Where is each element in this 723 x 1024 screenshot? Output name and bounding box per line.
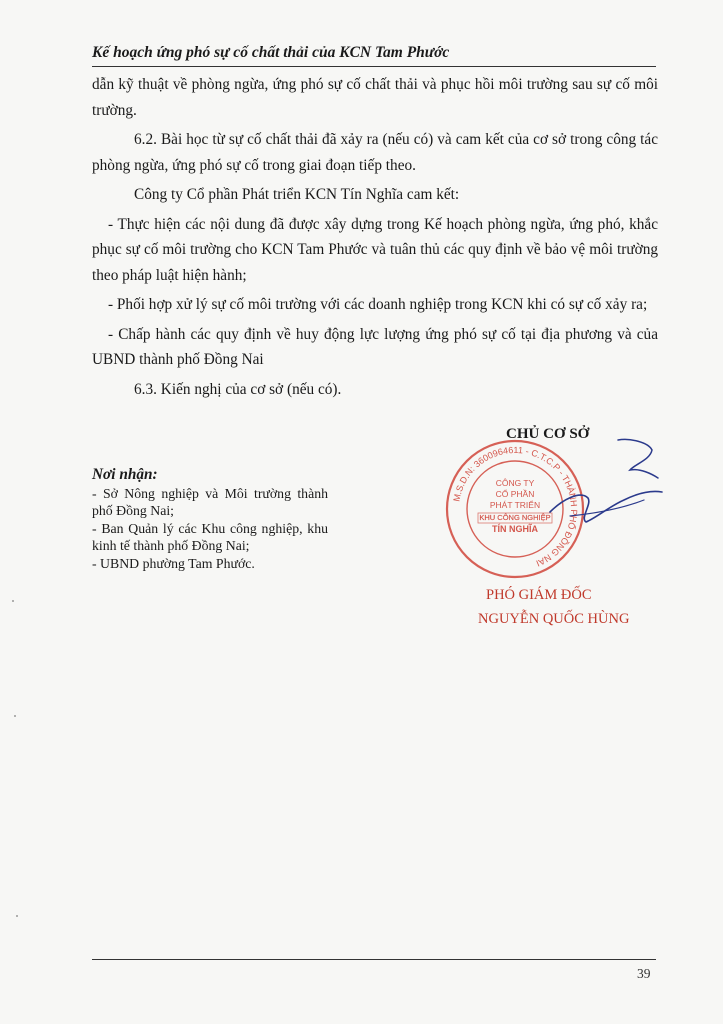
svg-text:KHU CÔNG NGHIỆP: KHU CÔNG NGHIỆP <box>479 513 551 522</box>
scan-speck <box>14 715 16 717</box>
section-6-2: 6.2. Bài học từ sự cố chất thải đã xảy ra (nếu có) và cam kết của cơ sở trong công tác phòng ngừa, ứng phó sự cố trong giai đoạn tiếp theo. <box>92 131 658 174</box>
svg-text:PHÁT TRIỂN: PHÁT TRIỂN <box>489 500 541 510</box>
recipients-block <box>92 466 328 572</box>
recipient-item: - Ban Quản lý các Khu công nghiệp, khu kinh tế thành phố Đồng Nai; <box>92 520 328 553</box>
svg-text:CỔ PHẦN: CỔ PHẦN <box>495 489 535 499</box>
signer-name: NGUYỄN QUỐC HÙNG <box>478 611 630 627</box>
recipient-item: - Sở Nông nghiệp và Môi trường thành phố Đồng Nai; <box>92 485 328 518</box>
paragraph-continuation: dẫn kỹ thuật về phòng ngừa, ứng phó sự cố chất thải và phục hồi môi trường sau sự cố môi trường. <box>92 76 658 119</box>
commitment-intro: Công ty Cổ phần Phát triển KCN Tín Nghĩa cam kết: <box>134 186 460 203</box>
page-number: 39 <box>637 966 651 981</box>
scan-speck <box>16 915 18 917</box>
section-6-3: 6.3. Kiến nghị của cơ sở (nếu có). <box>134 380 342 398</box>
scan-speck <box>12 600 14 602</box>
svg-text:TÍN NGHĨA: TÍN NGHĨA <box>492 524 538 534</box>
commitment-item-1: - Thực hiện các nội dung đã được xây dựng trong Kế hoạch phòng ngừa, ứng phó, khắc phục sự cố môi trường cho KCN Tam Phước và tuân thủ các quy định về bảo vệ môi trường theo pháp luật hiện hành; <box>92 215 658 284</box>
signer-role: CHỦ CƠ SỞ <box>506 426 590 442</box>
commitment-item-3: - Chấp hành các quy định về huy động lực lượng ứng phó sự cố tại địa phương và của UBND thành phố Đồng Nai <box>92 325 658 368</box>
footer-rule <box>92 959 656 960</box>
header-rule <box>92 66 656 67</box>
running-header: Kế hoạch ứng phó sự cố chất thải của KCN Tam Phước <box>92 44 450 61</box>
commitment-item-2: - Phối hợp xử lý sự cố môi trường với các doanh nghiệp trong KCN khi có sự cố xảy ra; <box>108 296 648 313</box>
svg-text:CÔNG TY: CÔNG TY <box>495 478 535 488</box>
signer-title: PHÓ GIÁM ĐỐC <box>486 587 592 603</box>
body-text <box>92 72 658 402</box>
svg-text:M.S.D.N: 3600964611 - C.T.C.P: M.S.D.N: 3600964611 - C.T.C.P - THÀNH PHỐ ĐỒNG NAI <box>451 444 580 569</box>
recipients-label: Nơi nhận: <box>92 466 158 483</box>
recipient-item: - UBND phường Tam Phước. <box>92 555 255 571</box>
signature-icon <box>540 432 670 552</box>
